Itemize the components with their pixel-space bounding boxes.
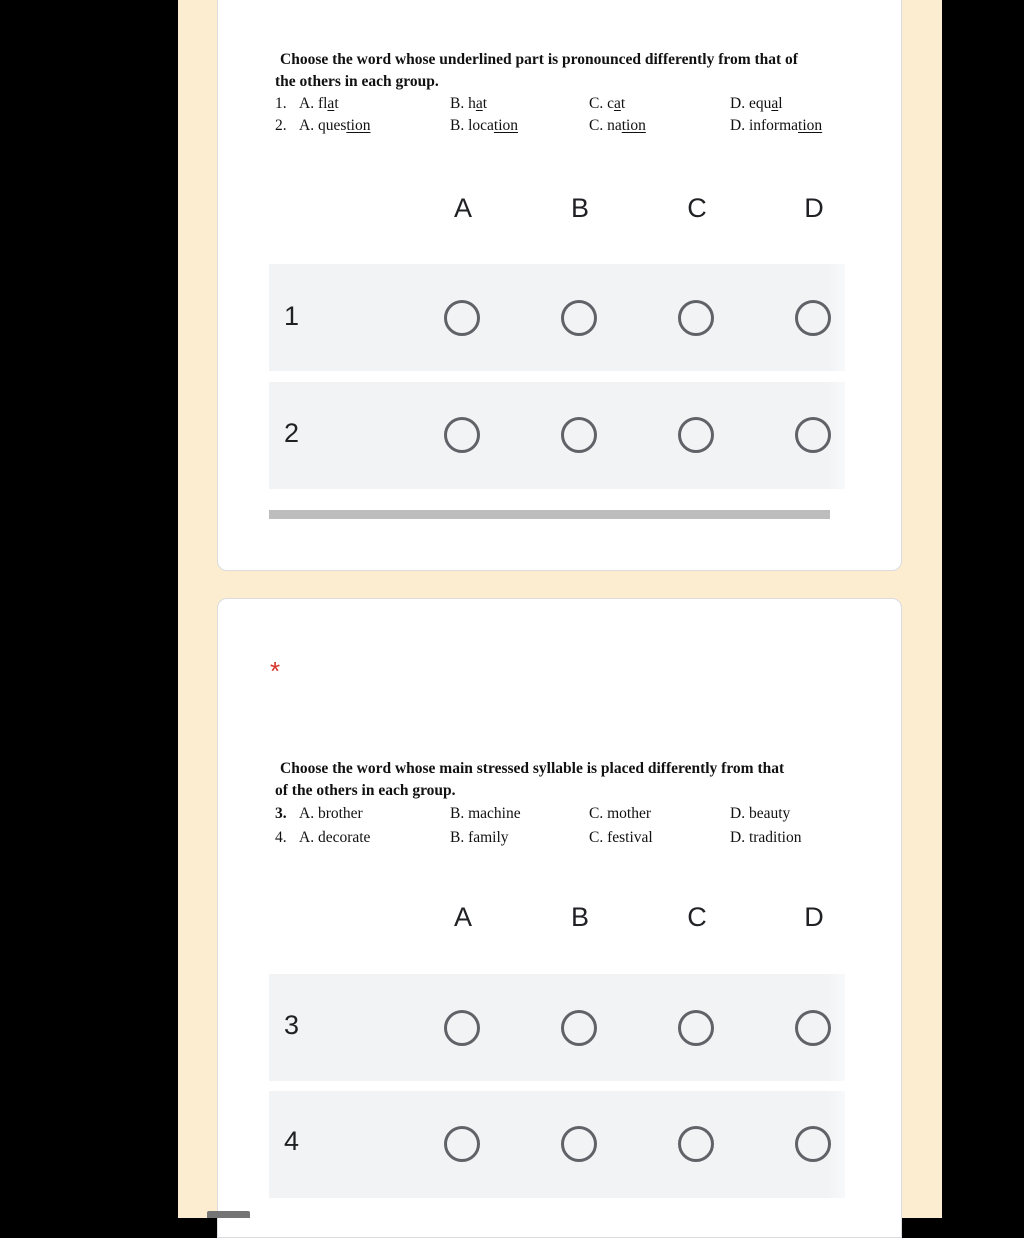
radio-row4-a[interactable] <box>444 1126 480 1162</box>
horizontal-scrollbar[interactable] <box>269 510 830 519</box>
item-number: 4. <box>275 829 287 846</box>
option-a: A. brother <box>299 805 363 822</box>
option-a: A. question <box>299 117 371 134</box>
column-header-b: B <box>570 902 589 932</box>
column-header-d: D <box>804 902 824 932</box>
option-d: D. beauty <box>730 805 791 822</box>
item-row-4 <box>275 826 855 850</box>
option-a: A. decorate <box>299 829 371 846</box>
question-2-instruction-line2: of the others in each group. <box>275 782 456 799</box>
radio-row4-d[interactable] <box>795 1126 831 1162</box>
column-header-b: B <box>570 193 589 223</box>
item-number: 3. <box>275 805 287 822</box>
required-asterisk: * <box>270 656 281 686</box>
question-1-image <box>275 49 855 137</box>
item-row-3 <box>275 802 855 826</box>
row-label-2: 2 <box>284 418 300 448</box>
radio-row2-d[interactable] <box>795 417 831 453</box>
grid-row-4 <box>269 1091 845 1198</box>
grid-row-3 <box>269 974 845 1081</box>
item-row-1 <box>275 93 855 115</box>
radio-row1-d[interactable] <box>795 300 831 336</box>
radio-row2-c[interactable] <box>678 417 714 453</box>
option-b: B. family <box>450 829 509 846</box>
item-row-2 <box>275 115 855 137</box>
radio-row4-b[interactable] <box>561 1126 597 1162</box>
grid-row-1 <box>269 264 845 371</box>
question-2-image <box>275 758 855 850</box>
row-label-4: 4 <box>284 1126 300 1156</box>
radio-row3-a[interactable] <box>444 1010 480 1046</box>
column-header-a: A <box>453 193 472 223</box>
radio-row2-a[interactable] <box>444 417 480 453</box>
column-header-d: D <box>804 193 824 223</box>
floating-tab[interactable] <box>207 1211 250 1218</box>
item-number: 1. <box>275 95 287 112</box>
option-d: D. information <box>730 117 823 134</box>
radio-row3-d[interactable] <box>795 1010 831 1046</box>
option-b: B. hat <box>450 95 488 112</box>
option-b: B. machine <box>450 805 521 822</box>
radio-row3-b[interactable] <box>561 1010 597 1046</box>
radio-row2-b[interactable] <box>561 417 597 453</box>
option-c: C. mother <box>589 805 651 822</box>
row-label-3: 3 <box>284 1010 300 1040</box>
question-1-instruction-line2: the others in each group. <box>275 73 439 90</box>
radio-row4-c[interactable] <box>678 1126 714 1162</box>
option-b: B. location <box>450 117 519 134</box>
option-a: A. flat <box>299 95 339 112</box>
option-c: C. festival <box>589 829 653 846</box>
column-header-c: C <box>687 193 707 223</box>
radio-row1-c[interactable] <box>678 300 714 336</box>
grid-row-2 <box>269 382 845 489</box>
radio-row1-a[interactable] <box>444 300 480 336</box>
radio-row1-b[interactable] <box>561 300 597 336</box>
column-header-c: C <box>687 902 707 932</box>
option-c: C. cat <box>589 95 626 112</box>
row-label-1: 1 <box>284 301 300 331</box>
radio-row3-c[interactable] <box>678 1010 714 1046</box>
question-2-instruction-line1: Choose the word whose main stressed syllable is placed differently from that <box>280 760 785 777</box>
option-c: C. nation <box>589 117 646 134</box>
option-d: D. equal <box>730 95 783 112</box>
option-d: D. tradition <box>730 829 802 846</box>
column-header-a: A <box>453 902 472 932</box>
question-1-instruction-line1: Choose the word whose underlined part is pronounced differently from that of <box>280 51 798 68</box>
item-number: 2. <box>275 117 287 134</box>
